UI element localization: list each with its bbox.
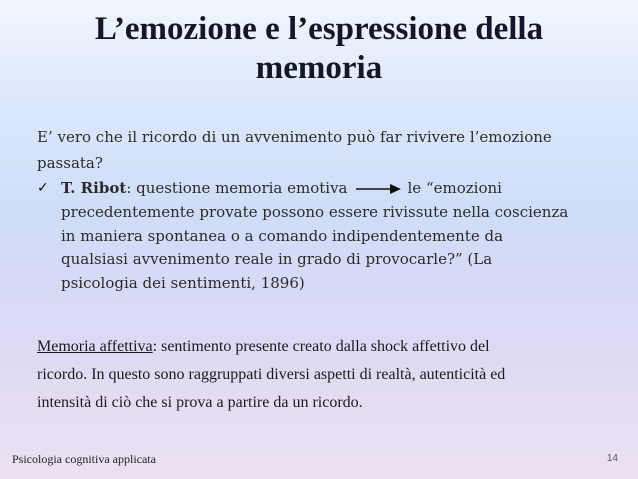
- bullet-line-5: psicologia dei sentimenti, 1896): [61, 273, 305, 292]
- page-number: 14: [606, 453, 618, 464]
- question-line-1: E’ vero che il ricordo di un avvenimento può far rivivere l’emozione: [37, 128, 552, 146]
- memoria-line-2: ricordo. In questo sono raggruppati diversi aspetti di realtà, autenticità ed: [37, 366, 506, 383]
- title-line-1: L’emozione e l’espressione della: [94, 11, 544, 47]
- question-paragraph: [37, 124, 612, 176]
- slide-title: [30, 10, 608, 88]
- checkmark-icon: ✓: [37, 180, 49, 197]
- bullet-lead: : questione memoria emotiva: [126, 179, 348, 198]
- footer-text: Psicologia cognitiva applicata: [12, 452, 156, 466]
- bullet-line-4: qualsiasi avvenimento reale in grado di provocarle?” (La: [61, 250, 493, 268]
- bullet-author: T. Ribot: [61, 179, 127, 198]
- memoria-term: Memoria affettiva: [37, 338, 153, 355]
- memoria-line-3: intensità di ciò che si prova a partire da un ricordo.: [37, 394, 363, 411]
- bullet-first-line: [37, 177, 617, 201]
- bullet-line-3: in maniera spontanea o a comando indipendentemente da: [61, 226, 504, 245]
- title-line-2: memoria: [255, 50, 383, 86]
- ribot-bullet: [37, 177, 617, 295]
- memoria-line-1-rest: : sentimento presente creato dalla shock affettivo del: [152, 338, 490, 355]
- bullet-quote-start: le “emozioni: [407, 179, 502, 198]
- question-line-2: passata?: [37, 154, 103, 172]
- bullet-line-2: precedentemente provate possono essere rivissute nella coscienza: [61, 203, 569, 221]
- memoria-affettiva-paragraph: [37, 333, 617, 417]
- memoria-line-1: [37, 333, 617, 361]
- right-arrow-icon: [354, 183, 402, 195]
